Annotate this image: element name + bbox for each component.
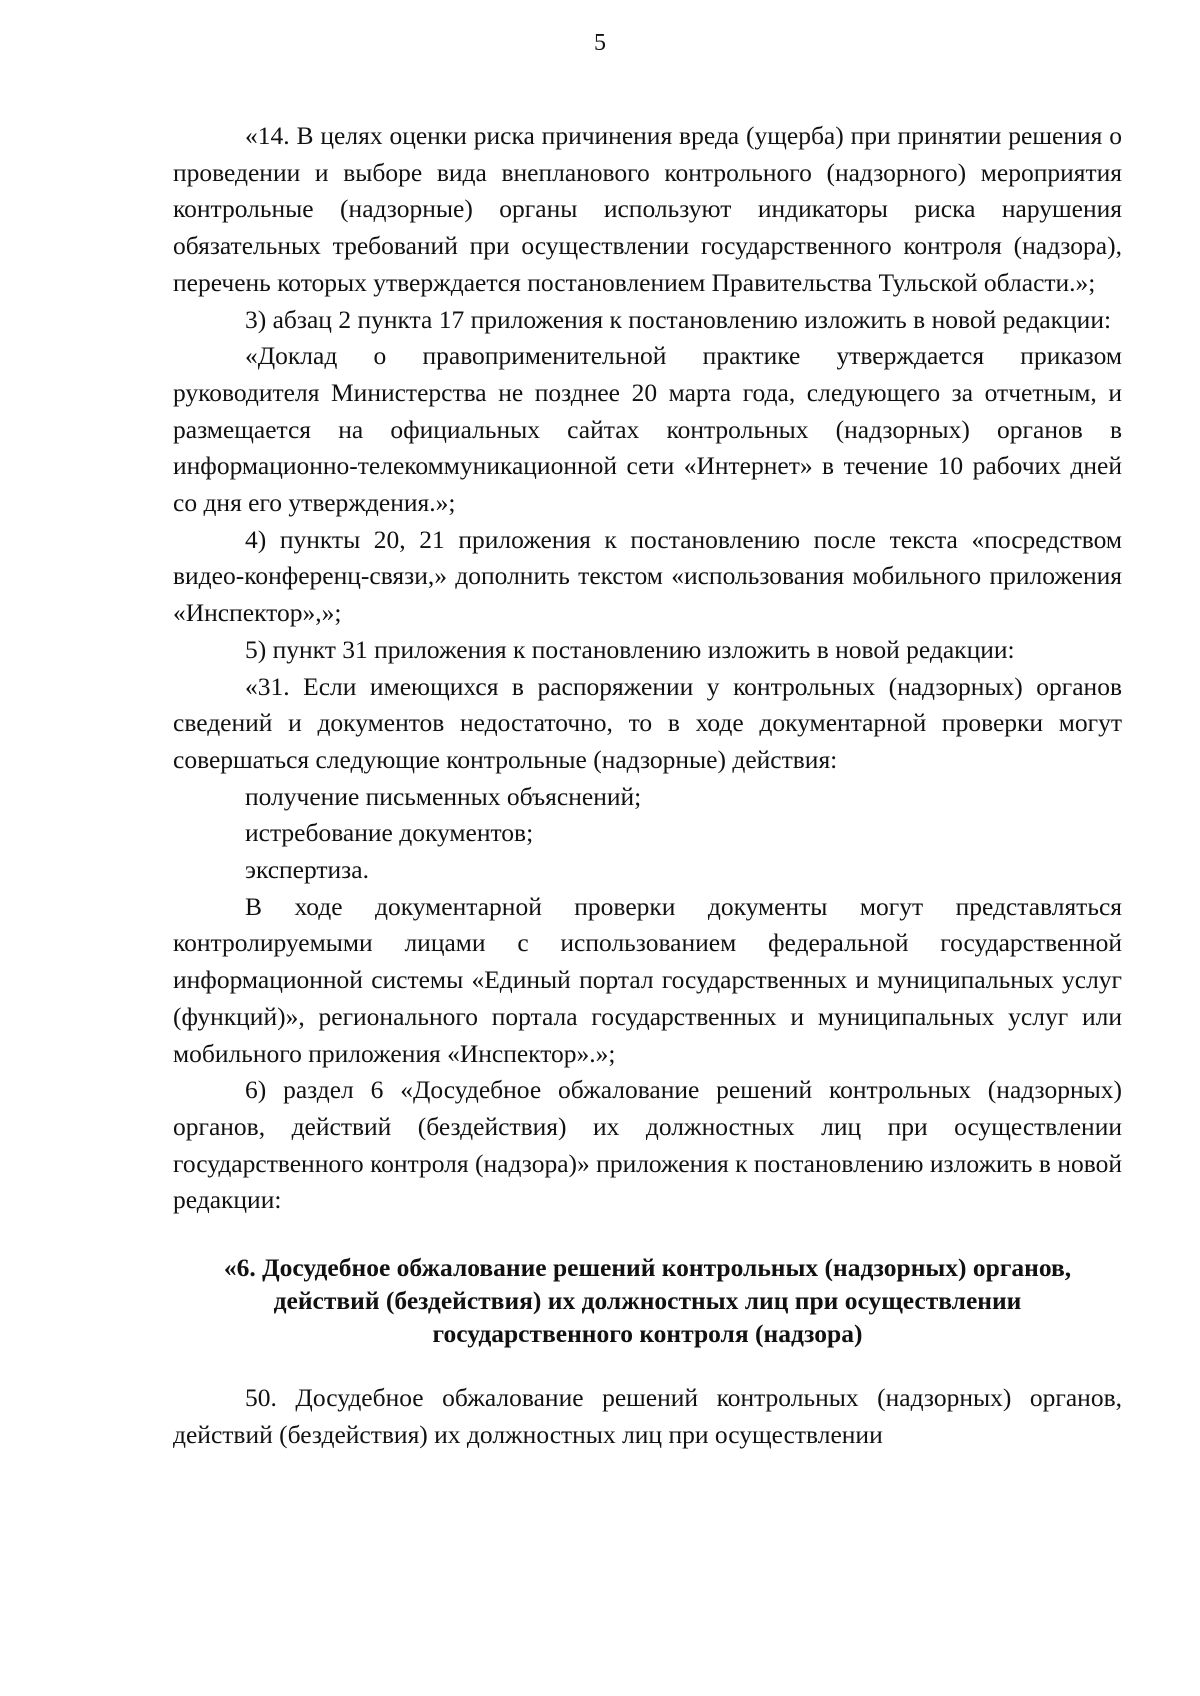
document-body — [173, 118, 1122, 1454]
paragraph-amendment-5: 5) пункт 31 приложения к постановлению изложить в новой редакции: — [245, 634, 1015, 664]
paragraph-amendment-6: 6) раздел 6 «Досудебное обжалование решений контрольных (надзорных) органов, действий (бездействия) их должностных лиц при осуществлении государственного контроля (надзора)» приложения к постановлению изложить в новой редакции: — [173, 1075, 1122, 1215]
page-number: 5 — [594, 30, 606, 56]
paragraph-item-50: 50. Досудебное обжалование решений контрольных (надзорных) органов, действий (бездействия) их должностных лиц при осуществлении — [173, 1383, 1122, 1449]
paragraph-report-text: «Доклад о правоприменительной практике утверждается приказом руководителя Министерства не позднее 20 марта года, следующего за отчетным, и размещается на официальных сайтах контрольных (надзорных) органов в информационно-телекоммуникационной сети «Интернет» в течение 10 рабочих дней со дня его утверждения.»; — [173, 341, 1122, 518]
paragraph-item-31: «31. Если имеющихся в распоряжении у контрольных (надзорных) органов сведений и документов недостаточно, то в ходе документарной проверки могут совершаться следующие контрольные (надзорные) действия: — [173, 671, 1122, 774]
list-item-explanations: получение письменных объяснений; — [245, 781, 642, 811]
list-item-expertise: экспертиза. — [245, 855, 369, 885]
paragraph-documentary-check: В ходе документарной проверки документы могут представляться контролируемыми лицами с использованием федеральной государственной информационной системы «Единый портал государственных и муниципальных услуг (функций)», регионального портала государственных и муниципальных услуг или мобильного приложения «Инспектор».»; — [173, 891, 1122, 1068]
paragraph-amendment-4: 4) пункты 20, 21 приложения к постановлению после текста «посредством видео-конференц-связи,» дополнить текстом «использования мобильного приложения «Инспектор»,»; — [173, 524, 1122, 628]
list-item-documents: истребование документов; — [245, 818, 534, 848]
section-heading: «6. Досудебное обжалование решений контрольных (надзорных) органов, действий (бездействия) их должностных лиц при осуществлении государственного контроля (надзора) — [223, 1253, 1072, 1349]
paragraph-item-14: «14. В целях оценки риска причинения вреда (ущерба) при принятии решения о проведении и выборе вида внепланового контрольного (надзорного) мероприятия контрольные (надзорные) органы используют индикаторы риска нарушения обязательных требований при осуществлении государственного контроля (надзора), перечень которых утверждается постановлением Правительства Тульской области.»; — [173, 121, 1122, 297]
paragraph-amendment-3: 3) абзац 2 пункта 17 приложения к постановлению изложить в новой редакции: — [245, 304, 1112, 334]
